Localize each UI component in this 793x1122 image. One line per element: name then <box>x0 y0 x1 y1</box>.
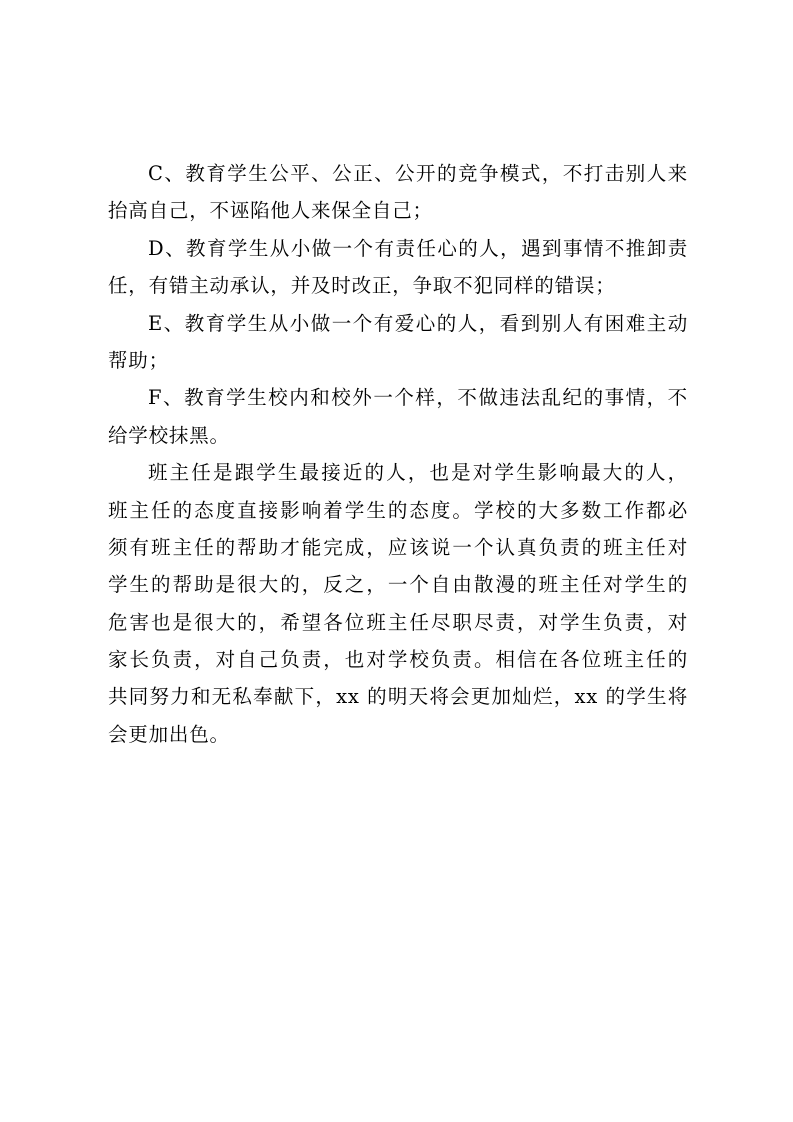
text-line: 任，有错主动承认，并及时改正，争取不犯同样的错误； <box>108 274 616 298</box>
text-line: D、教育学生从小做一个有责任心的人，遇到事情不推卸责 <box>148 236 688 260</box>
text-line: 给学校抹黑。 <box>108 423 230 447</box>
paragraph-item-d <box>108 230 688 305</box>
text-line: E、教育学生从小做一个有爱心的人，看到别人有困难主动 <box>148 311 688 335</box>
paragraph-item-e <box>108 305 688 380</box>
text-line: 班主任的态度直接影响着学生的态度。学校的大多数工作都必 <box>108 498 688 522</box>
text-line: 危害也是很大的，希望各位班主任尽职尽责，对学生负责，对 <box>108 610 688 634</box>
paragraph-item-c <box>108 155 688 230</box>
text-line: 会更加出色。 <box>108 722 230 746</box>
text-line: C、教育学生公平、公正、公开的竞争模式，不打击别人来 <box>148 162 688 185</box>
text-line: 学生的帮助是很大的，反之，一个自由散漫的班主任对学生的 <box>108 573 688 597</box>
paragraph-item-f <box>108 379 688 454</box>
text-line: 帮助； <box>108 348 169 372</box>
paragraph-closing <box>108 454 688 753</box>
text-line: 须有班主任的帮助才能完成，应该说一个认真负责的班主任对 <box>108 535 688 559</box>
document-body <box>108 155 688 753</box>
text-line: F、教育学生校内和校外一个样，不做违法乱纪的事情，不 <box>148 386 688 410</box>
text-line: 共同努力和无私奉献下，xx 的明天将会更加灿烂，xx 的学生将 <box>108 685 688 709</box>
text-line: 抬高自己，不诬陷他人来保全自己； <box>108 199 433 223</box>
text-line: 班主任是跟学生最接近的人，也是对学生影响最大的人， <box>148 461 688 485</box>
text-line: 家长负责，对自己负责，也对学校负责。相信在各位班主任的 <box>108 648 688 672</box>
